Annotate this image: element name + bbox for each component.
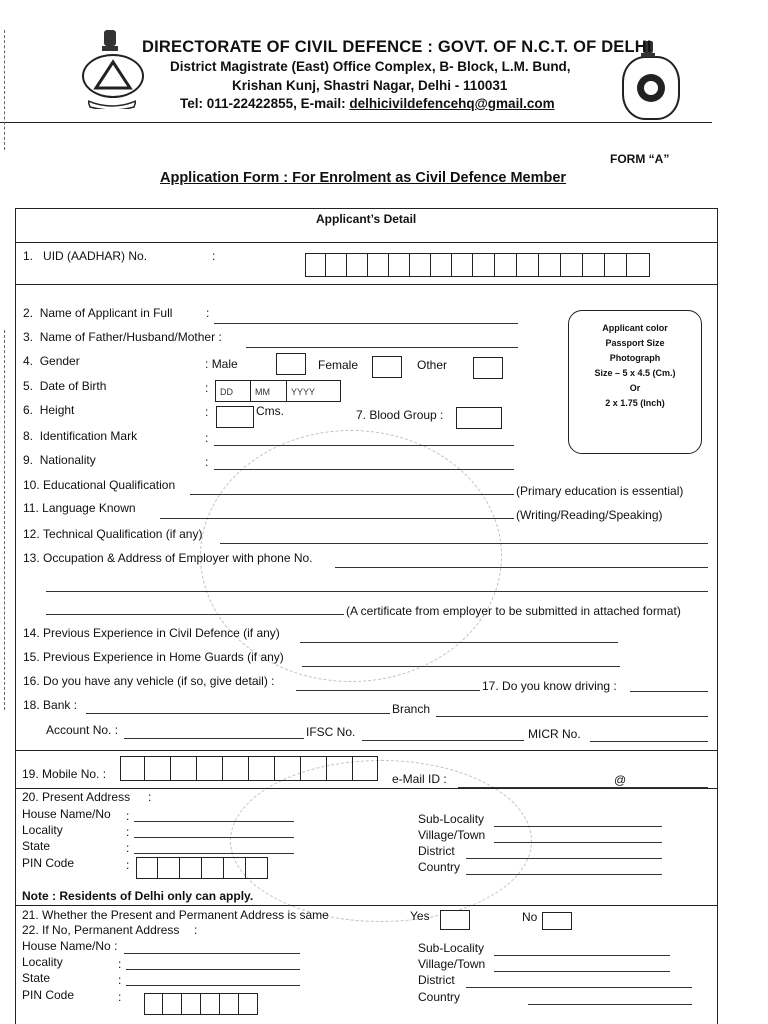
ifsc-label: IFSC No.: [306, 725, 356, 739]
permanent-house-field[interactable]: [124, 953, 300, 954]
present-village-label: Village/Town: [418, 828, 486, 842]
present-house-colon: :: [126, 809, 130, 823]
ifsc-field[interactable]: [362, 740, 524, 741]
divider: [15, 750, 718, 751]
divider: [15, 242, 718, 243]
field-22-colon: :: [194, 923, 198, 937]
home-guards-experience-field[interactable]: [302, 666, 620, 667]
same-address-no-checkbox[interactable]: [542, 912, 572, 930]
present-state-colon: :: [126, 841, 130, 855]
margin-mark: [4, 30, 5, 150]
technical-qualification-field[interactable]: [220, 543, 708, 544]
present-pin-colon: :: [126, 858, 130, 872]
present-pin-label: PIN Code: [22, 856, 75, 870]
blood-group-input[interactable]: [456, 407, 502, 429]
uid-input[interactable]: [305, 253, 651, 277]
gender-other-checkbox[interactable]: [473, 357, 503, 379]
field-9-label: 9. Nationality: [23, 453, 96, 467]
field-3-label: 3. Name of Father/Husband/Mother :: [23, 330, 222, 344]
branch-field[interactable]: [436, 716, 708, 717]
present-country-field[interactable]: [466, 874, 662, 875]
permanent-country-field[interactable]: [528, 1004, 692, 1005]
present-country-label: Country: [418, 860, 461, 874]
field-20-label: 20. Present Address: [22, 790, 131, 804]
divider: [15, 788, 718, 789]
present-sublocality-label: Sub-Locality: [418, 812, 485, 826]
permanent-village-field[interactable]: [494, 971, 670, 972]
field-10-label: 10. Educational Qualification: [23, 478, 176, 492]
present-state-label: State: [22, 839, 51, 853]
email-label: e-Mail ID :: [392, 772, 447, 786]
permanent-locality-colon: :: [118, 957, 122, 971]
field-20-colon: :: [148, 790, 152, 804]
blood-group-label: 7. Blood Group :: [356, 408, 444, 422]
occupation-field-line3[interactable]: [46, 614, 344, 615]
field-5-label: 5. Date of Birth: [23, 379, 107, 393]
present-state-field[interactable]: [134, 853, 294, 854]
micr-field[interactable]: [590, 741, 708, 742]
field-21-label: 21. Whether the Present and Permanent Address is same: [22, 908, 329, 922]
org-title: DIRECTORATE OF CIVIL DEFENCE : GOVT. OF N.C.T. OF DELHI: [142, 38, 652, 56]
education-note: (Primary education is essential): [516, 484, 684, 498]
field-16-label: 16. Do you have any vehicle (if so, give detail) :: [23, 674, 275, 688]
org-address-line1: District Magistrate (East) Office Complex, B- Block, L.M. Bund,: [170, 59, 571, 74]
permanent-state-label: State: [22, 971, 51, 985]
present-locality-field[interactable]: [134, 837, 294, 838]
email-at: @: [614, 773, 627, 787]
field-4-label: 4. Gender: [23, 354, 80, 368]
permanent-pin-colon: :: [118, 990, 122, 1004]
permanent-district-field[interactable]: [466, 987, 692, 988]
language-note: (Writing/Reading/Speaking): [516, 508, 663, 522]
ashoka-emblem-left-icon: [100, 28, 120, 54]
gender-options: : Male: [205, 357, 238, 371]
permanent-house-label: House Name/No :: [22, 939, 118, 953]
uid-label: 1. UID (AADHAR) No.: [23, 249, 148, 263]
field-12-label: 12. Technical Qualification (if any): [23, 527, 203, 541]
permanent-pin-label: PIN Code: [22, 988, 75, 1002]
date-of-birth-input[interactable]: DD MM YYYY: [215, 380, 341, 402]
residency-note: Note : Residents of Delhi only can apply.: [22, 889, 254, 903]
occupation-field[interactable]: [335, 567, 708, 568]
occupation-note: (A certificate from employer to be submitted in attached format): [346, 604, 681, 618]
permanent-state-colon: :: [118, 973, 122, 987]
divider: [15, 905, 718, 906]
present-sublocality-field[interactable]: [494, 826, 662, 827]
present-district-field[interactable]: [466, 858, 662, 859]
field-22-label: 22. If No, Permanent Address: [22, 923, 180, 937]
height-input[interactable]: [216, 406, 254, 428]
present-district-label: District: [418, 844, 455, 858]
org-contact: [180, 96, 555, 111]
field-15-label: 15. Previous Experience in Home Guards (if any): [23, 650, 284, 664]
contact-phone: Tel: 011-22422855, E-mail:: [180, 96, 350, 111]
civil-defence-experience-field[interactable]: [300, 642, 618, 643]
same-address-yes-checkbox[interactable]: [440, 910, 470, 930]
page-title: Application Form : For Enrolment as Civil Defence Member: [160, 170, 567, 186]
section-header: Applicant’s Detail: [316, 212, 417, 226]
field-2-colon: :: [206, 306, 210, 320]
branch-label: Branch: [392, 702, 431, 716]
vehicle-field[interactable]: [296, 690, 480, 691]
bank-field[interactable]: [86, 713, 390, 714]
banner-ribbon-icon: [88, 96, 136, 106]
field-13-label: 13. Occupation & Address of Employer with phone No.: [23, 551, 313, 565]
gender-female-checkbox[interactable]: [372, 356, 402, 378]
field-6-colon: :: [205, 405, 209, 419]
same-address-yes-label: Yes: [410, 909, 430, 923]
field-8-colon: :: [205, 431, 209, 445]
header-divider: [0, 122, 712, 123]
margin-mark: [4, 330, 5, 710]
uid-colon: :: [212, 249, 216, 263]
org-address-line2: Krishan Kunj, Shastri Nagar, Delhi - 110031: [232, 78, 508, 93]
height-unit: Cms.: [256, 404, 284, 418]
field-6-label: 6. Height: [23, 403, 75, 417]
permanent-country-label: Country: [418, 990, 461, 1004]
present-locality-label: Locality: [22, 823, 63, 837]
field-8-label: 8. Identification Mark: [23, 429, 138, 443]
permanent-locality-label: Locality: [22, 955, 63, 969]
occupation-field-line2[interactable]: [46, 591, 708, 592]
field-9-colon: :: [205, 455, 209, 469]
permanent-sublocality-field[interactable]: [494, 955, 670, 956]
mobile-input[interactable]: [120, 756, 378, 781]
divider: [15, 284, 718, 285]
micr-label: MICR No.: [528, 727, 581, 741]
field-11-label: 11. Language Known: [23, 501, 136, 515]
permanent-village-label: Village/Town: [418, 957, 486, 971]
form-code: FORM “A”: [610, 152, 670, 166]
same-address-no-label: No: [522, 910, 538, 924]
permanent-state-field[interactable]: [126, 985, 300, 986]
education-field[interactable]: [190, 494, 514, 495]
language-field[interactable]: [160, 518, 514, 519]
present-house-field[interactable]: [134, 821, 294, 822]
permanent-locality-field[interactable]: [126, 969, 300, 970]
present-village-field[interactable]: [494, 842, 662, 843]
gender-other-label: Other: [417, 358, 448, 372]
contact-email-link[interactable]: delhicivildefencehq@gmail.com: [349, 96, 555, 111]
gender-female-label: Female: [318, 358, 359, 372]
permanent-sublocality-label: Sub-Locality: [418, 941, 485, 955]
nationality-field[interactable]: [214, 469, 514, 470]
gender-male-checkbox[interactable]: [276, 353, 306, 375]
present-pin-input[interactable]: [136, 857, 268, 879]
identification-mark-field[interactable]: [214, 445, 514, 446]
field-18-label: 18. Bank :: [23, 698, 78, 712]
permanent-district-label: District: [418, 973, 455, 987]
photo-box[interactable]: Applicant color Passport Size Photograph Size – 5 x 4.5 (Cm.) Or 2 x 1.75 (Inch): [568, 310, 702, 454]
present-house-label: House Name/No: [22, 807, 111, 821]
field-17-label: 17. Do you know driving :: [482, 679, 617, 693]
present-locality-colon: :: [126, 825, 130, 839]
permanent-pin-input[interactable]: [144, 993, 258, 1015]
applicant-name-field[interactable]: [214, 323, 518, 324]
civil-defence-emblem-left: [82, 54, 144, 98]
account-label: Account No. :: [46, 723, 119, 737]
field-19-label: 19. Mobile No. :: [22, 767, 107, 781]
parent-name-field[interactable]: [246, 347, 518, 348]
account-field[interactable]: [124, 738, 304, 739]
delhi-police-emblem-right: [622, 56, 680, 120]
field-5-colon: :: [205, 381, 209, 395]
driving-field[interactable]: [630, 691, 708, 692]
field-14-label: 14. Previous Experience in Civil Defence (if any): [23, 626, 280, 640]
field-2-label: 2. Name of Applicant in Full: [23, 306, 173, 320]
